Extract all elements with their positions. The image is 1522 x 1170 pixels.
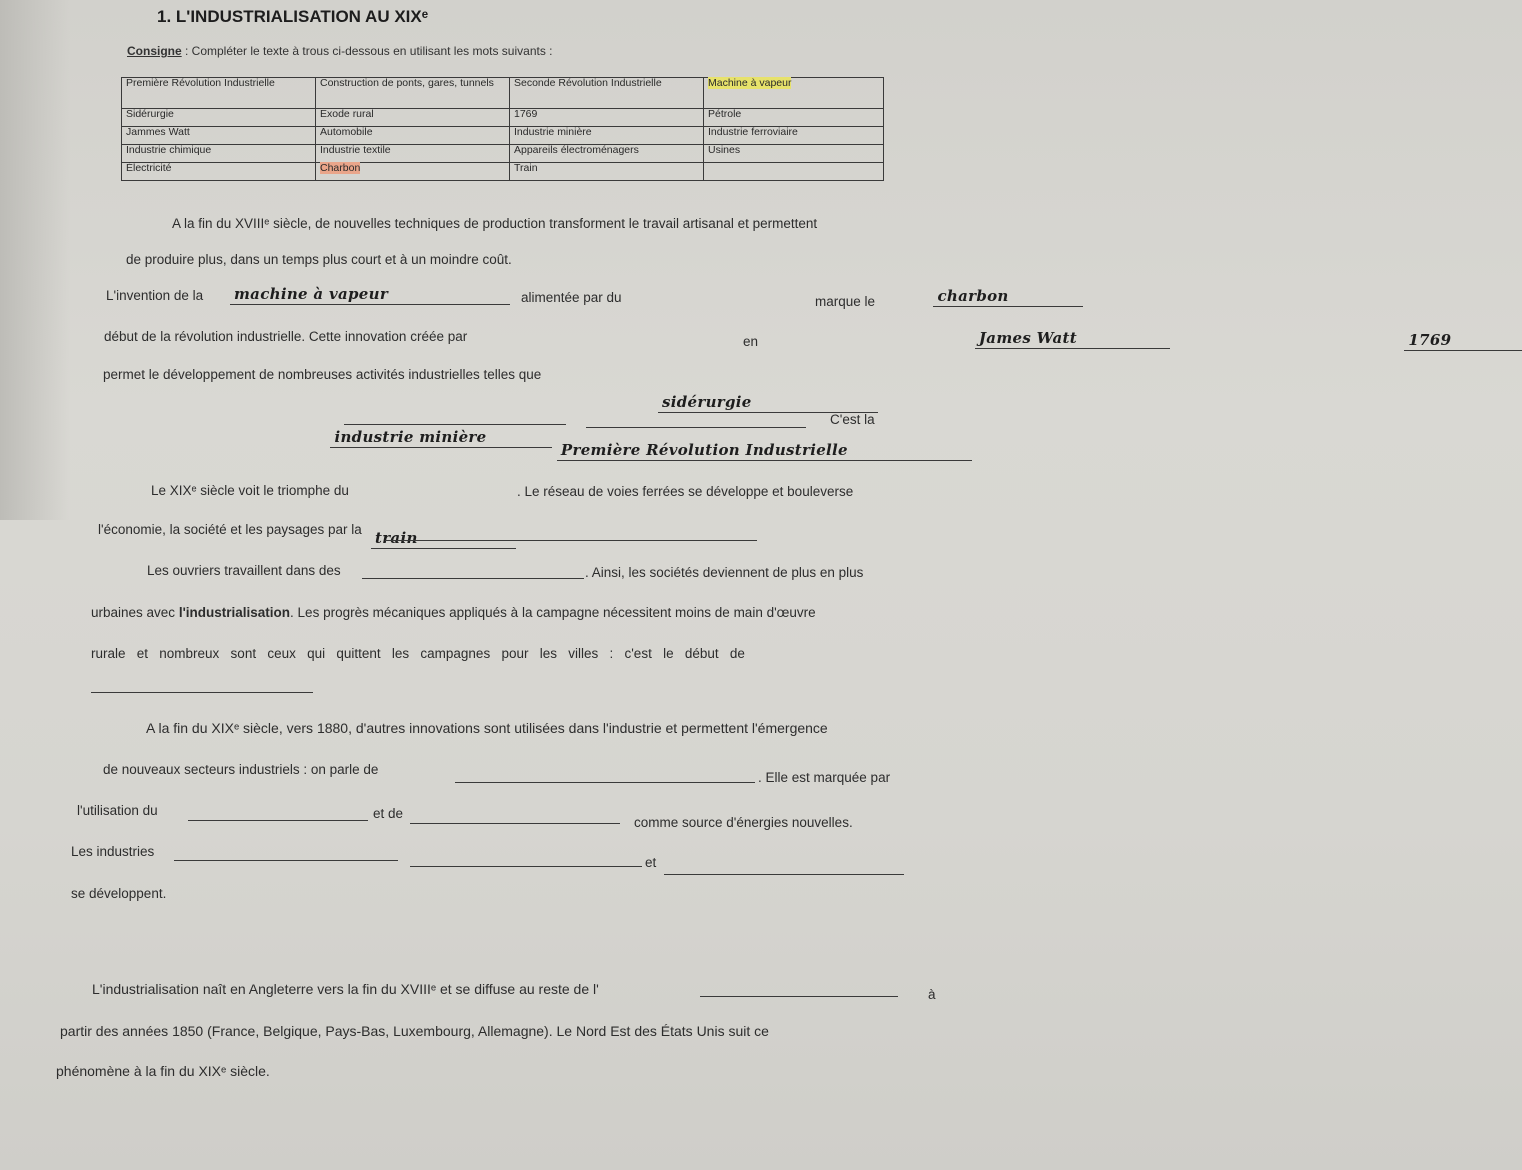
word-cell: Première Révolution Industrielle: [122, 78, 316, 109]
word-bank-table: [121, 77, 884, 181]
word-cell: Seconde Révolution Industrielle: [510, 78, 704, 109]
text-line: alimentée par du: [521, 290, 622, 305]
answer-blank[interactable]: [557, 441, 972, 461]
highlighted-word: Machine à vapeur: [708, 77, 792, 89]
answer-blank[interactable]: [362, 578, 584, 579]
answer-blank[interactable]: [410, 823, 620, 824]
highlighted-word: Charbon: [320, 162, 361, 174]
answer-blank[interactable]: [586, 427, 806, 428]
text-line: [91, 605, 816, 620]
handwritten-answer: machine à vapeur: [234, 285, 389, 303]
text-line: se développent.: [71, 886, 167, 901]
handwritten-answer: James Watt: [978, 329, 1077, 347]
text-line: . Elle est marquée par: [758, 770, 891, 785]
text-line: Les industries: [71, 844, 155, 859]
table-row: [122, 127, 884, 145]
word-cell: Exode rural: [316, 109, 510, 127]
answer-blank[interactable]: [658, 394, 878, 413]
word-cell: Train: [510, 163, 704, 181]
text-line: de produire plus, dans un temps plus court et à un moindre coût.: [126, 252, 512, 267]
word-cell: Industrie ferroviaire: [704, 127, 884, 145]
answer-blank[interactable]: [188, 820, 368, 821]
word-cell: Appareils électroménagers: [510, 145, 704, 163]
answer-blank[interactable]: [410, 866, 642, 867]
text-line: de nouveaux secteurs industriels : on parle de: [103, 762, 379, 777]
word-cell-highlighted: [316, 163, 510, 181]
answer-blank[interactable]: [330, 429, 552, 448]
handwritten-answer: sidérurgie: [662, 393, 752, 411]
text-line: Les ouvriers travaillent dans des: [147, 563, 341, 578]
handwritten-answer: train: [375, 529, 418, 547]
table-row: [122, 78, 884, 109]
word-cell: Industrie textile: [316, 145, 510, 163]
text-part: . Les progrès mécaniques appliqués à la campagne nécessitent moins de main d'œuvre: [290, 605, 816, 620]
table-row: [122, 163, 884, 181]
word-cell: 1769: [510, 109, 704, 127]
text-line: L'industrialisation naît en Angleterre vers la fin du XVIIIᵉ et se diffuse au reste de l': [92, 981, 599, 997]
instruction: [127, 44, 553, 58]
text-line: début de la révolution industrielle. Cette innovation créée par: [104, 329, 468, 344]
answer-blank[interactable]: [385, 540, 757, 541]
handwritten-answer: 1769: [1408, 331, 1452, 349]
word-cell: Industrie minière: [510, 127, 704, 145]
text-line: . Le réseau de voies ferrées se développe et bouleverse: [517, 484, 854, 499]
text-line: marque le: [815, 294, 876, 309]
text-line: et de: [373, 806, 404, 821]
word-cell-highlighted: [704, 78, 884, 109]
text-part: urbaines avec: [91, 605, 179, 620]
word-cell: [704, 163, 884, 181]
bold-term: l'industrialisation: [178, 605, 291, 620]
handwritten-answer: Première Révolution Industrielle: [560, 441, 848, 459]
text-line: comme source d'énergies nouvelles.: [634, 815, 853, 830]
page-title: 1. L'INDUSTRIALISATION AU XIXᵉ: [157, 7, 429, 26]
text-line: . Ainsi, les sociétés deviennent de plus en plus: [585, 565, 864, 580]
instruction-label: Consigne: [127, 44, 182, 58]
word-cell: Sidérurgie: [122, 109, 316, 127]
word-cell: Jammes Watt: [122, 127, 316, 145]
answer-blank[interactable]: [174, 860, 398, 861]
word-cell: Industrie chimique: [122, 145, 316, 163]
answer-blank[interactable]: [700, 996, 898, 997]
text-line: en: [743, 334, 759, 349]
text-line: à: [928, 987, 936, 1002]
instruction-text: : Compléter le texte à trous ci-dessous en utilisant les mots suivants :: [181, 44, 553, 58]
text-line: l'économie, la société et les paysages par la: [98, 522, 362, 537]
handwritten-answer: charbon: [937, 287, 1009, 305]
word-cell: Automobile: [316, 127, 510, 145]
text-line: Le XIXᵉ siècle voit le triomphe du: [151, 483, 349, 498]
answer-blank[interactable]: [455, 782, 755, 783]
text-line: L'invention de la: [106, 288, 204, 303]
text-line: A la fin du XIXᵉ siècle, vers 1880, d'autres innovations sont utilisées dans l'industrie et permettent l'émergence: [146, 720, 828, 736]
table-row: [122, 145, 884, 163]
answer-blank[interactable]: [975, 330, 1170, 349]
word-cell: Usines: [704, 145, 884, 163]
text-line: C'est la: [830, 412, 875, 427]
answer-blank[interactable]: [91, 692, 313, 693]
handwritten-answer: industrie minière: [334, 428, 487, 446]
text-line: phénomène à la fin du XIXᵉ siècle.: [56, 1063, 270, 1079]
text-line: l'utilisation du: [77, 803, 158, 818]
word-cell: Construction de ponts, gares, tunnels: [316, 78, 510, 109]
table-row: [122, 109, 884, 127]
text-line: A la fin du XVIIIᵉ siècle, de nouvelles techniques de production transforment le travail artisanal et permettent: [172, 216, 818, 231]
text-line: partir des années 1850 (France, Belgique, Pays-Bas, Luxembourg, Allemagne). Le Nord Est des États Unis suit ce: [60, 1023, 769, 1039]
text-line: rurale et nombreux sont ceux qui quittent les campagnes pour les villes : c'est le début de: [91, 646, 745, 661]
answer-blank[interactable]: [664, 874, 904, 875]
word-cell: Électricité: [122, 163, 316, 181]
answer-blank[interactable]: [344, 424, 566, 425]
text-line: et: [645, 855, 657, 870]
answer-blank[interactable]: [933, 288, 1083, 307]
page-left-shadow: [0, 0, 70, 520]
answer-blank[interactable]: [1404, 332, 1522, 351]
answer-blank[interactable]: [230, 286, 510, 305]
word-cell: Pétrole: [704, 109, 884, 127]
text-line: permet le développement de nombreuses activités industrielles telles que: [103, 367, 542, 382]
